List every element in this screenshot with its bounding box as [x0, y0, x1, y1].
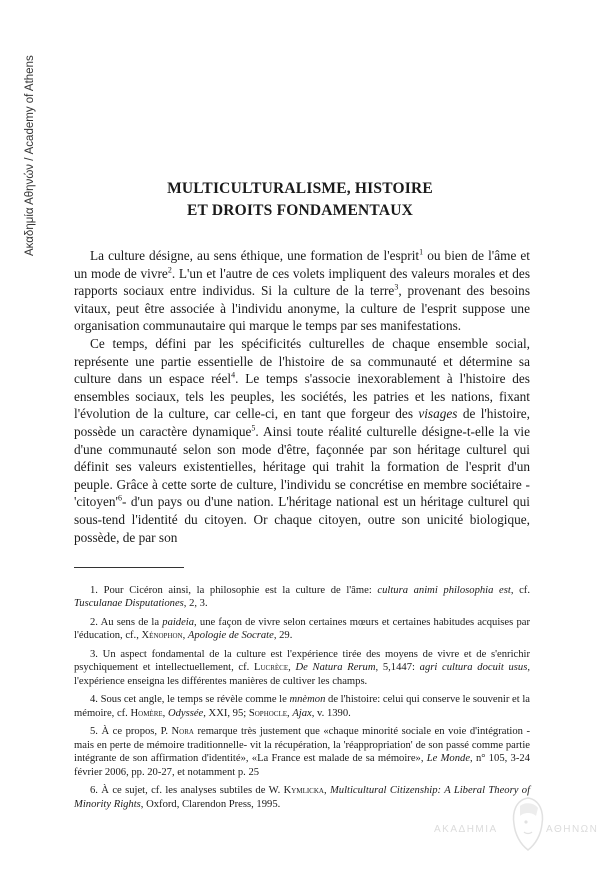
footnote-5 — [74, 725, 530, 779]
text-run: - d'un pays ou d'une nation. L'héritage national est un héritage culturel qui sous-tend l'identité du citoyen. Or chaque citoyen, outre son unicité biologique, possède, de par son — [74, 494, 530, 545]
text-run: , 5,1447: — [375, 662, 420, 674]
footnote-ref: 4 — [231, 370, 236, 380]
text-run: , — [162, 707, 168, 719]
title-line-1: MULTICULTURALISME, HISTOIRE — [167, 180, 433, 197]
footnote-ref: 2 — [167, 265, 172, 275]
text-run: . L'un et l'autre de ces volets impliquent des valeurs morales et des rapports sociaux entre individus. Si la culture de la terre — [74, 265, 531, 299]
author-name: Sophocle — [248, 707, 288, 719]
italic-run: visages — [418, 406, 458, 422]
author-name: Lucrèce — [254, 662, 289, 674]
footnote-divider — [74, 567, 184, 568]
author-name: Homère — [130, 707, 163, 719]
footnote-ref: 1 — [419, 247, 424, 257]
italic-run: cultura animi philosophia est — [377, 585, 511, 596]
author-name: Nora — [171, 726, 194, 738]
text-run: , provenant des besoins vitaux, peut être associée à l'individu anonyme, la culture de l'esprit suppose une organisation communautaire qui marque le temps par ses manifestations. — [74, 283, 530, 334]
text-run: , une façon de vivre selon certaines mœurs et certaines habitudes acquises par l'éducation, cf., — [74, 617, 530, 642]
footnotes — [74, 584, 530, 816]
text-run: , — [323, 785, 330, 797]
footnote-ref: 6 — [117, 493, 122, 503]
paragraph-1 — [74, 247, 530, 335]
text-run: , l'expérience enseigna les différentes manières de cultiver les champs. — [74, 662, 530, 687]
italic-run: mnèmon — [289, 694, 326, 706]
italic-run: De Natura Rerum — [295, 662, 376, 674]
italic-run: Apologie de Socrate — [187, 630, 274, 642]
text-run: , XXI, 95; — [203, 707, 249, 719]
text-run: , — [287, 707, 293, 719]
italic-run: Le Monde — [426, 753, 471, 765]
paragraph-2 — [74, 335, 530, 546]
academy-watermark — [434, 794, 599, 858]
italic-run: Odyssée — [167, 707, 204, 719]
text-run: Ce temps, défini par les spécificités culturelles de chaque ensemble social, représente une partie essentielle de l'histoire de sa communauté et détermine sa culture dans un espace réel — [74, 335, 530, 387]
text-run: remarque très justement que «chaque minorité sociale en voie d'intégration -mais en perte de mémoire traditionnelle- vit la récupération, la 'réappropriation' de son passé comme partie intégrante de son affirmation d'identité», «La France est malade de sa mémoire», — [74, 726, 531, 765]
author-name: Kymlicka — [283, 785, 324, 797]
text-run: 5. À ce propos, P. — [90, 726, 172, 738]
italic-run: Ajax — [292, 707, 312, 719]
text-run: 2. Au sens de la — [90, 617, 163, 628]
text-run: , 29. — [273, 630, 293, 642]
text-run: . Le temps s'associe inexorablement à l'histoire des ensembles sociaux, tels les peuples, les sociétés, les patries et les nations, fixant l'évolution de la culture, car celle-ci, en tant que forgeur des — [74, 371, 530, 422]
text-run: , cf. — [510, 585, 530, 596]
text-run: 3. Un aspect fondamental de la culture est l'expérience tirée des moyens de vivre et de s'enrichir psychiquement et intellectuellement, cf. — [74, 649, 530, 674]
italic-run: Tusculanae Disputationes — [74, 598, 184, 610]
footnote-2 — [74, 616, 530, 643]
text-run: , — [182, 630, 188, 642]
italic-run: agri cultura docuit usus — [419, 662, 528, 674]
footnote-1 — [74, 584, 530, 611]
text-run: 6. À ce sujet, cf. les analyses subtiles de W. — [90, 785, 284, 797]
watermark-left-text: ΑΚΑΔΗΜΙΑ — [434, 824, 498, 835]
text-run: La culture désigne, au sens éthique, une formation de l'esprit — [90, 248, 420, 263]
text-run: 4. Sous cet angle, le temps se révèle comme le — [90, 694, 290, 706]
text-run: ou bien de l'âme et un mode de vivre — [74, 248, 531, 281]
title-line-2: ET DROITS FONDAMENTAUX — [186, 202, 414, 219]
text-run: , v. 1390. — [311, 707, 351, 719]
footnote-ref: 5 — [251, 423, 256, 433]
text-run: de l'histoire: celui qui conserve le souvenir et la mémoire, cf. — [74, 694, 530, 719]
text-run: . Ainsi toute réalité culturelle désigne-t-elle la vie d'une communauté selon son mode d'être, façonnée par son héritage culturel qui définit ses valeurs existentielles, héritage qui trahit la formation de l'esprit d'un peuple. Grâce à cette sorte de culture, l'individu se concrétise en membre sociétaire -'citoyen' — [74, 423, 530, 510]
side-label: Ακαδημία Αθηνών / Academy of Athens — [24, 55, 36, 256]
footnote-4 — [74, 693, 530, 720]
italic-run: Multicultural Citizenship: A Liberal Theory of Minority Rights — [74, 785, 531, 810]
author-name: Xénophon — [141, 630, 183, 642]
text-run: 1. Pour Cicéron ainsi, la philosophie est la culture de l'âme: — [90, 585, 378, 596]
watermark-right-text: ΑΘΗΝΩΝ — [546, 824, 599, 835]
text-run: , 2, 3. — [183, 598, 208, 610]
text-run: , Oxford, Clarendon Press, 1995. — [140, 798, 281, 810]
body-text — [74, 247, 530, 546]
text-run: , n° 105, 3-24 février 2006, pp. 20-27, et notamment p. 25 — [74, 753, 530, 778]
athena-head-icon — [506, 794, 550, 854]
footnote-ref: 3 — [394, 282, 399, 292]
italic-run: paideia — [162, 617, 195, 628]
text-run: , — [288, 662, 296, 674]
page-title — [60, 178, 540, 222]
text-run: de l'histoire, possède un caractère dynamique — [74, 406, 530, 439]
footnote-3 — [74, 648, 530, 688]
